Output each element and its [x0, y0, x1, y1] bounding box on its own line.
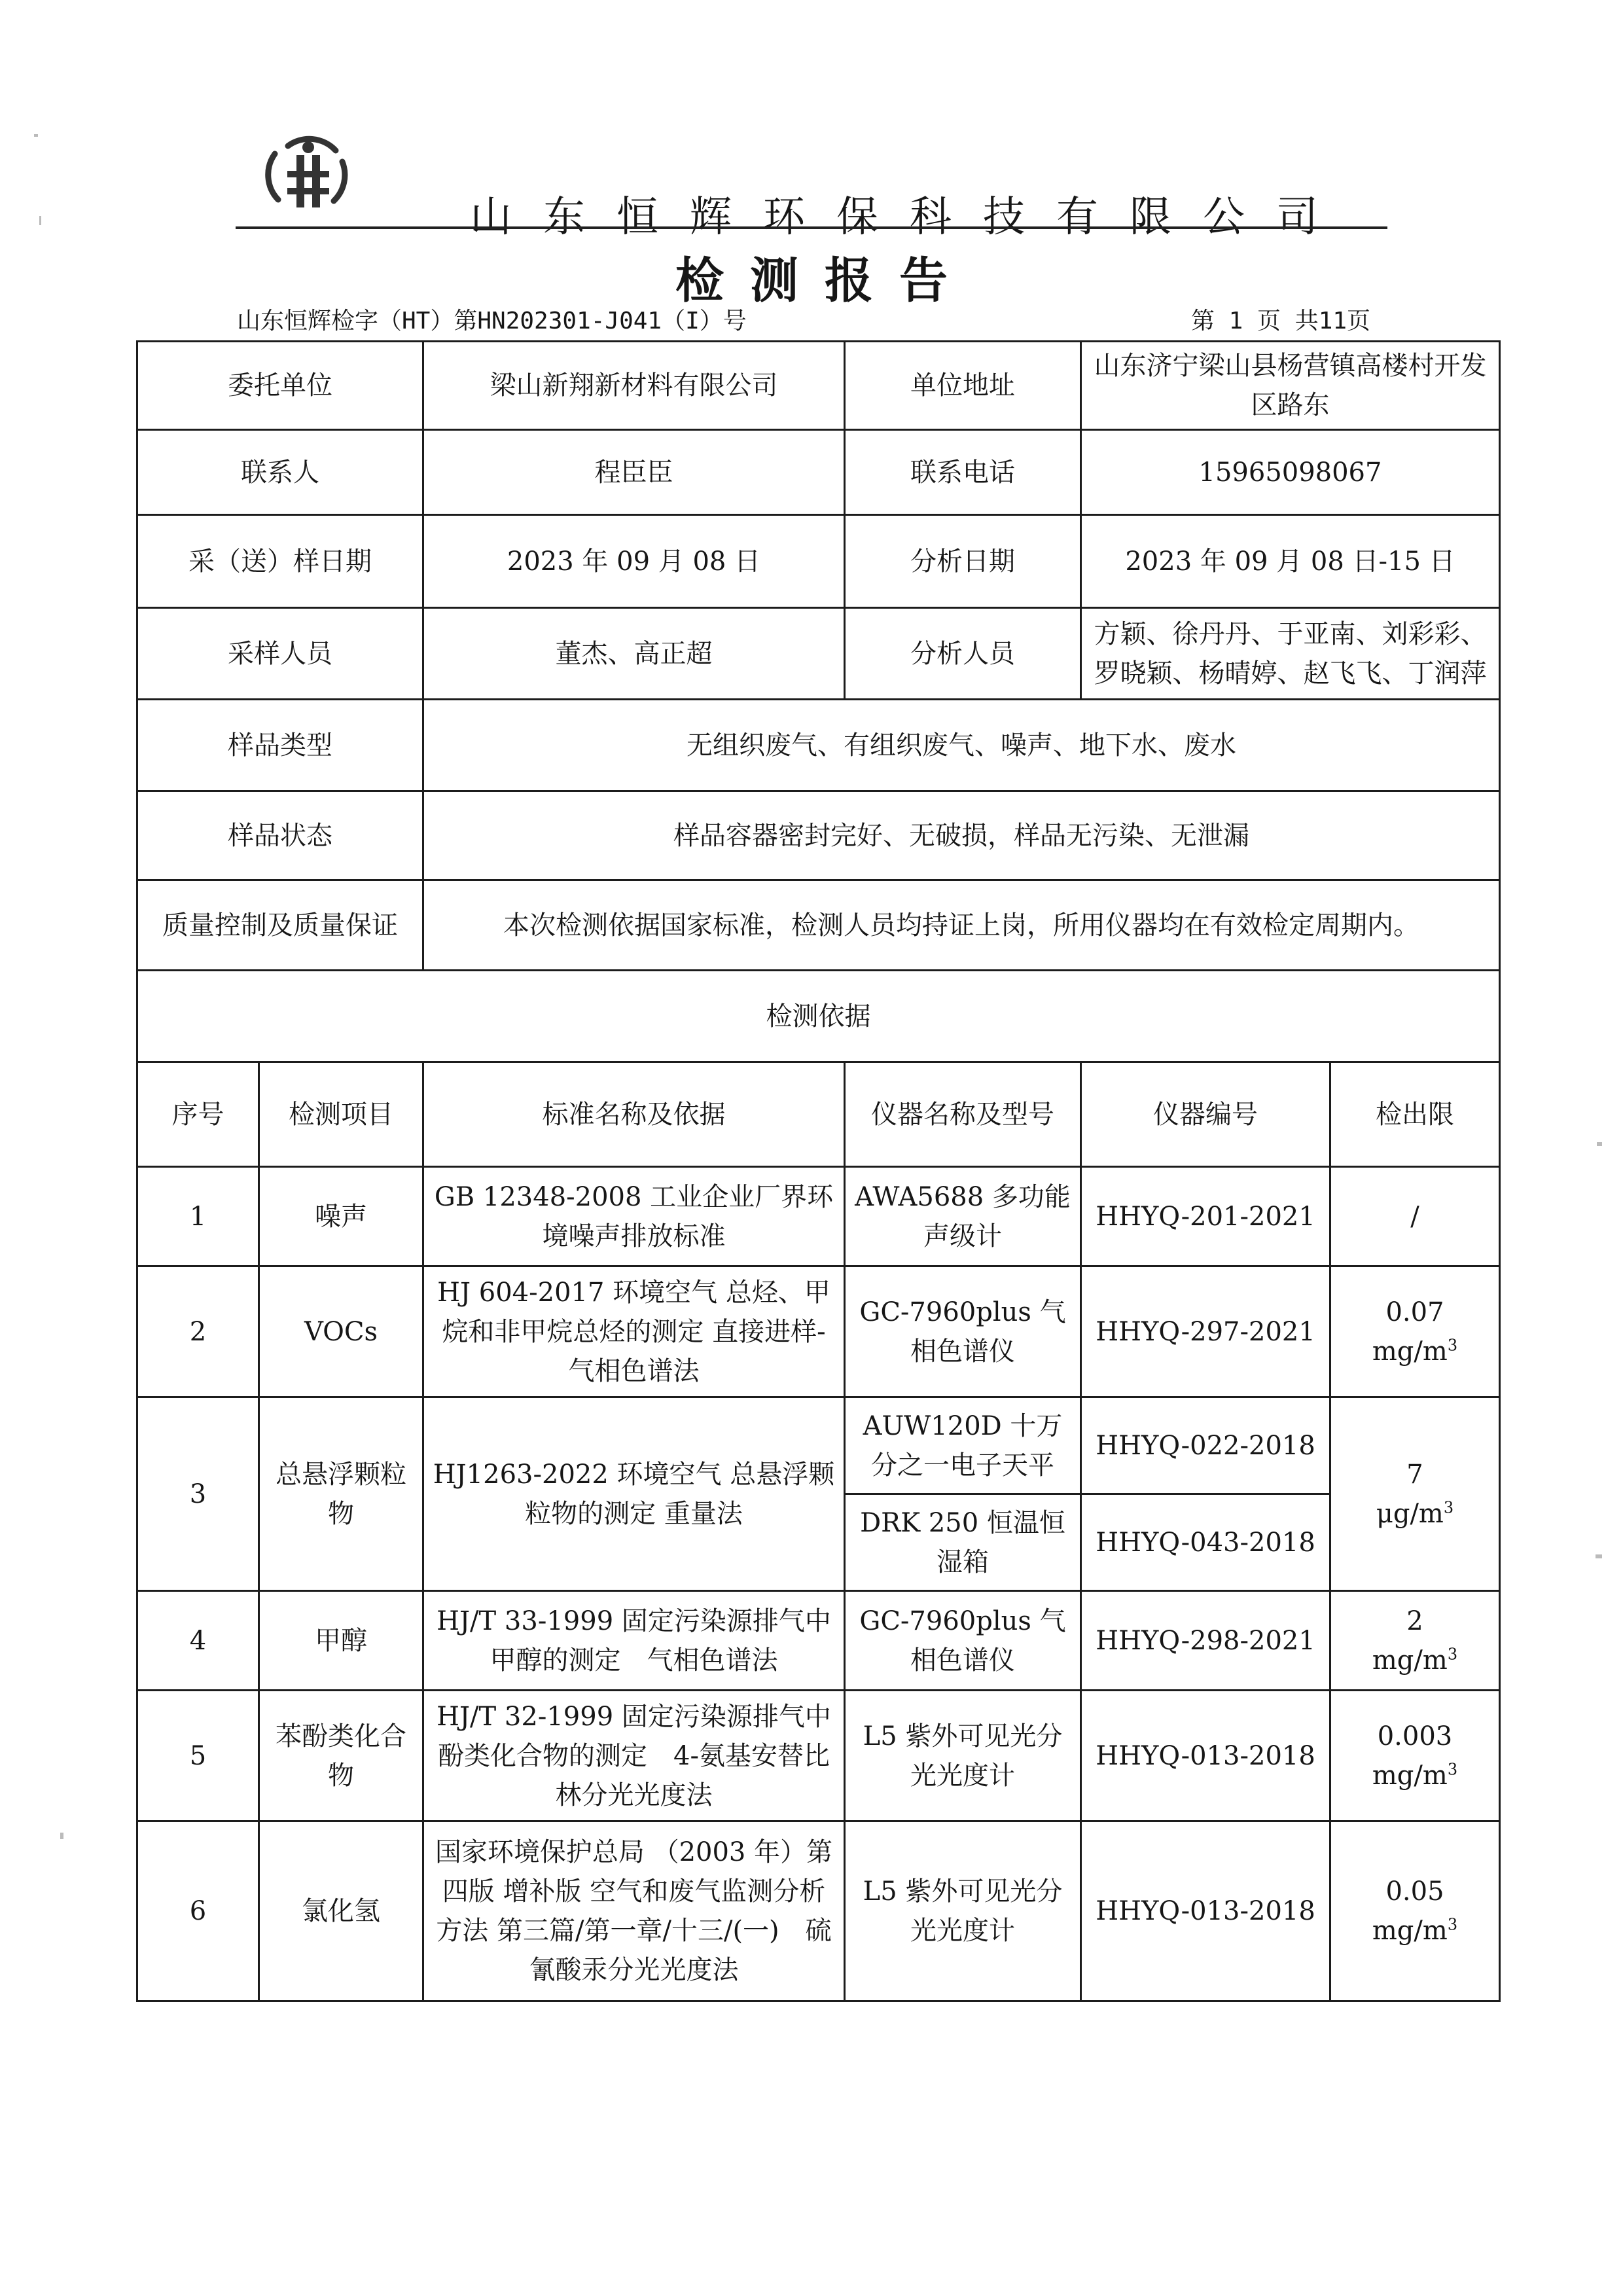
row-item: 甲醇	[259, 1591, 423, 1691]
scan-speck	[1596, 1554, 1602, 1558]
table-row	[137, 1167, 1500, 1266]
row-item: 噪声	[259, 1167, 423, 1266]
row-instrument: AWA5688 多功能声级计	[845, 1167, 1081, 1266]
cube-superscript: 3	[1443, 1498, 1454, 1517]
row-dates	[137, 515, 1500, 608]
row-standard: 国家环境保护总局 （2003 年）第四版 增补版 空气和废气监测分析方法 第三篇/第一章/十三/(一) 硫氰酸汞分光光度法	[423, 1821, 845, 2001]
row-no: 2	[137, 1266, 259, 1397]
header-limit: 检出限	[1330, 1062, 1500, 1167]
sample-state-value: 样品容器密封完好、无破损，样品无污染、无泄漏	[423, 791, 1500, 880]
row-standard: HJ/T 33-1999 固定污染源排气中甲醇的测定 气相色谱法	[423, 1591, 845, 1691]
row-no: 4	[137, 1591, 259, 1691]
table-row	[137, 1691, 1500, 1821]
scan-speck	[39, 216, 41, 225]
row-instrument-2: DRK 250 恒温恒湿箱	[845, 1494, 1081, 1591]
header-no: 序号	[137, 1062, 259, 1167]
table-row	[137, 1397, 1500, 1494]
row-instrument: GC-7960plus 气相色谱仪	[845, 1591, 1081, 1691]
address-label: 单位地址	[845, 342, 1081, 430]
analysis-date-value: 2023 年 09 月 08 日-15 日	[1081, 515, 1500, 608]
row-item: 氯化氢	[259, 1821, 423, 2001]
row-code: HHYQ-201-2021	[1081, 1167, 1330, 1266]
cube-superscript: 3	[1447, 1645, 1458, 1664]
analysis-date-label: 分析日期	[845, 515, 1081, 608]
row-instrument: AUW120D 十万分之一电子天平	[845, 1397, 1081, 1494]
sample-type-value: 无组织废气、有组织废气、噪声、地下水、废水	[423, 700, 1500, 791]
row-no: 6	[137, 1821, 259, 2001]
row-code: HHYQ-022-2018	[1081, 1397, 1330, 1494]
row-personnel	[137, 608, 1500, 700]
header-instrument: 仪器名称及型号	[845, 1062, 1081, 1167]
basis-header-row	[137, 1062, 1500, 1167]
sampler-label: 采样人员	[137, 608, 423, 700]
client-value: 梁山新翔新材料有限公司	[423, 342, 845, 430]
limit-unit: mg/m	[1372, 1916, 1448, 1946]
scan-speck	[1597, 1142, 1602, 1146]
phone-label: 联系电话	[845, 430, 1081, 515]
row-code-2: HHYQ-043-2018	[1081, 1494, 1330, 1591]
cube-superscript: 3	[1447, 1915, 1458, 1934]
company-name: 山东恒辉环保科技有限公司	[470, 193, 1349, 242]
row-standard: HJ1263-2022 环境空气 总悬浮颗粒物的测定 重量法	[423, 1397, 845, 1591]
limit-value: 0.003	[1377, 1721, 1453, 1751]
limit-value: 7	[1406, 1459, 1423, 1490]
row-limit	[1330, 1167, 1500, 1266]
row-contact	[137, 430, 1500, 515]
limit-unit: μg/m	[1376, 1498, 1444, 1529]
row-no: 5	[137, 1691, 259, 1821]
row-instrument: GC-7960plus 气相色谱仪	[845, 1266, 1081, 1397]
table-row	[137, 1591, 1500, 1691]
limit-unit: mg/m	[1372, 1760, 1448, 1791]
sample-date-value: 2023 年 09 月 08 日	[423, 515, 845, 608]
qc-value: 本次检测依据国家标准，检测人员均持证上岗，所用仪器均在有效检定周期内。	[423, 880, 1500, 971]
row-qc	[137, 880, 1500, 971]
cube-superscript: 3	[1447, 1336, 1458, 1355]
scan-speck	[34, 134, 38, 137]
row-limit	[1330, 1591, 1500, 1691]
row-basis-title	[137, 971, 1500, 1062]
sample-date-label: 采（送）样日期	[137, 515, 423, 608]
row-item: 总悬浮颗粒物	[259, 1397, 423, 1591]
header-standard: 标准名称及依据	[423, 1062, 845, 1167]
row-code: HHYQ-013-2018	[1081, 1691, 1330, 1821]
client-label: 委托单位	[137, 342, 423, 430]
row-instrument: L5 紫外可见光分光光度计	[845, 1691, 1081, 1821]
page-info: 第 1 页 共11页	[1191, 308, 1371, 334]
header-code: 仪器编号	[1081, 1062, 1330, 1167]
analyst-value: 方颖、徐丹丹、于亚南、刘彩彩、罗晓颖、杨晴婷、赵飞飞、丁润萍	[1081, 608, 1500, 700]
report-table	[136, 340, 1501, 2002]
row-limit	[1330, 1821, 1500, 2001]
basis-section-title: 检测依据	[137, 971, 1500, 1062]
limit-unit: mg/m	[1372, 1336, 1448, 1367]
row-sample-state	[137, 791, 1500, 880]
address-value: 山东济宁梁山县杨营镇高楼村开发区路东	[1081, 342, 1500, 430]
report-number: 山东恒辉检字（HT）第HN202301-J041（I）号	[237, 308, 747, 334]
table-row	[137, 1266, 1500, 1397]
row-client	[137, 342, 1500, 430]
row-limit	[1330, 1691, 1500, 1821]
report-title: 检测报告	[675, 253, 974, 309]
row-no: 3	[137, 1397, 259, 1591]
header-rule	[236, 226, 1387, 229]
row-code: HHYQ-013-2018	[1081, 1821, 1330, 2001]
limit-unit: mg/m	[1372, 1645, 1448, 1676]
row-standard: HJ 604-2017 环境空气 总烃、甲烷和非甲烷总烃的测定 直接进样-气相色谱法	[423, 1266, 845, 1397]
limit-value: 0.07	[1385, 1297, 1444, 1327]
header-item: 检测项目	[259, 1062, 423, 1167]
row-instrument: L5 紫外可见光分光光度计	[845, 1821, 1081, 2001]
limit-value: 2	[1406, 1605, 1423, 1636]
sample-type-label: 样品类型	[137, 700, 423, 791]
sampler-value: 董杰、高正超	[423, 608, 845, 700]
limit-value: /	[1410, 1201, 1419, 1232]
contact-value: 程臣臣	[423, 430, 845, 515]
qc-label: 质量控制及质量保证	[137, 880, 423, 971]
row-no: 1	[137, 1167, 259, 1266]
analyst-label: 分析人员	[845, 608, 1081, 700]
contact-label: 联系人	[137, 430, 423, 515]
row-item: VOCs	[259, 1266, 423, 1397]
row-standard: GB 12348-2008 工业企业厂界环境噪声排放标准	[423, 1167, 845, 1266]
row-standard: HJ/T 32-1999 固定污染源排气中酚类化合物的测定 4-氨基安替比林分光光度法	[423, 1691, 845, 1821]
sample-state-label: 样品状态	[137, 791, 423, 880]
scan-speck	[60, 1833, 63, 1839]
row-limit	[1330, 1266, 1500, 1397]
table-row	[137, 1821, 1500, 2001]
row-limit	[1330, 1397, 1500, 1591]
cube-superscript: 3	[1447, 1760, 1458, 1779]
limit-value: 0.05	[1385, 1876, 1444, 1907]
row-sample-type	[137, 700, 1500, 791]
row-item: 苯酚类化合物	[259, 1691, 423, 1821]
row-code: HHYQ-298-2021	[1081, 1591, 1330, 1691]
row-code: HHYQ-297-2021	[1081, 1266, 1330, 1397]
phone-value: 15965098067	[1081, 430, 1500, 515]
